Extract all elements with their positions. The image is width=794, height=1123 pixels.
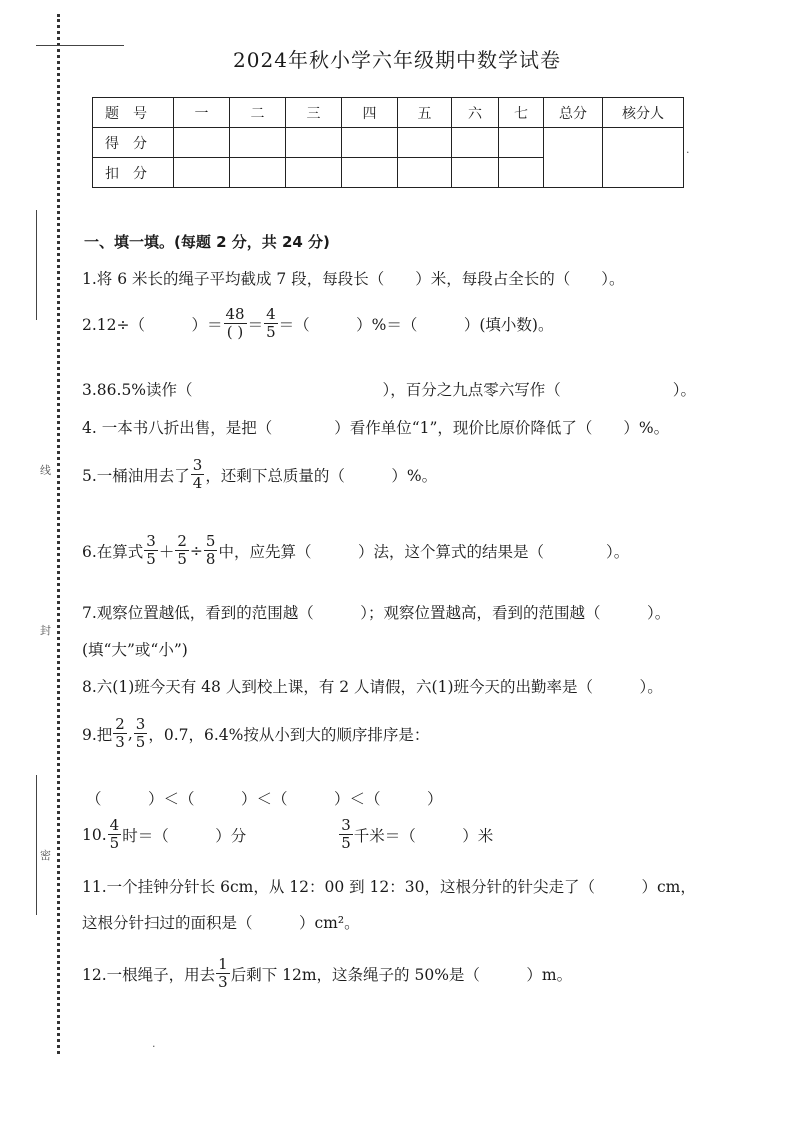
binding-line-2 (36, 775, 37, 915)
binding-line-1 (36, 210, 37, 320)
question-12 (82, 957, 572, 990)
plus-sign: ＋ (158, 542, 175, 561)
question-3-text-a: 3.86.5%读作（ (82, 381, 193, 399)
question-1 (82, 267, 624, 289)
fraction-denominator: 5 (266, 323, 276, 341)
question-9 (82, 717, 429, 750)
fraction (204, 534, 218, 567)
row-label-score: 得分 (93, 128, 174, 158)
score-table (92, 97, 684, 188)
score-cell[interactable] (286, 128, 342, 158)
fraction (175, 534, 189, 567)
header-cell-checker: 核分人 (603, 98, 684, 128)
header-cell-6: 六 (452, 98, 499, 128)
question-12-text-a: 12.一根绳子，用去 (82, 965, 216, 984)
question-10 (82, 818, 493, 851)
deduct-cell[interactable] (174, 158, 230, 188)
question-4 (82, 416, 669, 438)
question-11-text-line-1: 11.一个挂钟分针长 6cm，从 12：00 到 12：30，这根分针的针尖走了（ ）cm， (82, 878, 696, 896)
header-cell-4: 四 (342, 98, 398, 128)
question-4-text: 4. 一本书八折出售，是把（ ）看作单位“1”，现价比原价降低了（ ）%。 (82, 419, 670, 437)
deduct-cell[interactable] (499, 158, 544, 188)
scan-speck: · (686, 146, 690, 159)
question-6-text-a: 6.在算式 (82, 542, 144, 561)
header-cell-total: 总分 (544, 98, 603, 128)
question-7-text-line-2: (填“大”或“小”) (82, 641, 188, 659)
fraction-denominator: 5 (341, 834, 351, 852)
fraction-denominator: 5 (135, 733, 146, 751)
header-cell-question-no: 题号 (93, 98, 174, 128)
fraction-numerator: 4 (109, 816, 120, 834)
fraction (144, 534, 158, 567)
fraction-numerator: 2 (177, 532, 187, 550)
score-table-row-score (93, 128, 684, 158)
fraction-denominator: 3 (115, 733, 125, 751)
header-cell-3: 三 (286, 98, 342, 128)
header-cell-5: 五 (398, 98, 452, 128)
question-2 (82, 307, 553, 340)
question-12-text-b: 后剩下 12m，这条绳子的 50%是（ ）m。 (230, 965, 573, 984)
question-5-text-b: ，还剩下总质量的（ ）%。 (205, 466, 438, 485)
question-7-line-2 (82, 638, 188, 660)
margin-mark-seal: 封 (40, 624, 51, 637)
question-9-answer-blanks: （ ）＜（ ）＜（ ）＜（ ） (86, 790, 443, 808)
page-title: 2024年秋小学六年级期中数学试卷 (233, 48, 561, 72)
binding-dotted-line (57, 14, 60, 1054)
fraction (113, 717, 127, 750)
fraction-numerator: 3 (192, 456, 203, 474)
total-score-cell[interactable] (544, 128, 603, 188)
equals-sign: ＝ (247, 315, 264, 334)
section-1-title: 一、填一填。(每题 2 分，共 24 分) (84, 233, 330, 251)
fraction-denominator: 8 (205, 550, 216, 568)
scan-speck: · (152, 1040, 156, 1053)
question-7-line-1 (82, 601, 670, 623)
question-11-line-1 (82, 875, 696, 897)
fraction-numerator: 2 (115, 715, 125, 733)
margin-mark-secret: 密 (40, 849, 51, 862)
fraction-denominator: ( ) (226, 323, 244, 341)
question-5-text-a: 5.一桶油用去了 (82, 466, 190, 485)
fraction-numerator: 1 (218, 955, 228, 973)
score-cell[interactable] (342, 128, 398, 158)
fraction (224, 307, 247, 340)
question-8-text: 8.六(1)班今天有 48 人到校上课，有 2 人请假，六(1)班今天的出勤率是（ ）。 (82, 678, 663, 696)
deduct-cell[interactable] (286, 158, 342, 188)
question-7-text-line-1: 7.观察位置越低，看到的范围越（ ）；观察位置越高，看到的范围越（ ）。 (82, 604, 671, 622)
question-8 (82, 675, 663, 697)
question-6-text-b: 中，应先算（ ）法，这个算式的结果是（ ）。 (218, 542, 630, 561)
fraction-numerator: 5 (205, 532, 216, 550)
margin-mark-line: 线 (40, 464, 51, 477)
question-10-text-a: 10. (82, 825, 107, 844)
question-11-text-line-2: 这根分针扫过的面积是（ ）cm²。 (82, 914, 360, 932)
question-9-text-b: ，0.7，6.4%按从小到大的顺序排序是： (148, 725, 430, 744)
question-3 (82, 378, 696, 400)
deduct-cell[interactable] (452, 158, 499, 188)
score-cell[interactable] (499, 128, 544, 158)
fraction (216, 957, 230, 990)
fraction-numerator: 48 (225, 305, 245, 323)
question-10-text-b: 时＝（ ）分 (122, 826, 247, 845)
checker-cell[interactable] (603, 128, 684, 188)
score-table-header-row (93, 98, 684, 128)
score-cell[interactable] (398, 128, 452, 158)
header-cell-7: 七 (499, 98, 544, 128)
deduct-cell[interactable] (342, 158, 398, 188)
question-10-text-c: 千米＝（ ）米 (353, 826, 494, 845)
fraction-denominator: 5 (177, 550, 187, 568)
question-2-text-a: 2.12÷（ ）＝ (82, 315, 223, 334)
fraction-numerator: 3 (135, 715, 146, 733)
fraction-denominator: 4 (192, 474, 203, 492)
question-9-text-a: 9.把 (82, 725, 113, 744)
question-1-text: 1.将 6 米长的绳子平均截成 7 段，每段长（ ）米，每段占全长的（ ）。 (82, 270, 625, 288)
score-cell[interactable] (452, 128, 499, 158)
row-label-deduct: 扣分 (93, 158, 174, 188)
header-cell-1: 一 (174, 98, 230, 128)
header-cell-2: 二 (230, 98, 286, 128)
fraction (339, 818, 353, 851)
question-2-text-b: ＝（ ）%＝（ ）(填小数)。 (278, 315, 554, 334)
score-cell[interactable] (230, 128, 286, 158)
question-5 (82, 458, 437, 491)
fraction-denominator: 3 (218, 973, 228, 991)
fraction (108, 818, 122, 851)
fraction-numerator: 3 (146, 532, 156, 550)
fraction-denominator: 5 (146, 550, 156, 568)
question-11-line-2 (82, 911, 360, 933)
comma: , (127, 724, 133, 743)
fraction-numerator: 3 (341, 816, 351, 834)
fraction (134, 717, 148, 750)
question-3-text-b: ），百分之九点零六写作（ (382, 381, 561, 399)
fraction-denominator: 5 (109, 834, 120, 852)
deduct-cell[interactable] (230, 158, 286, 188)
fraction (191, 458, 205, 491)
score-cell[interactable] (174, 128, 230, 158)
divide-sign: ÷ (189, 541, 203, 560)
deduct-cell[interactable] (398, 158, 452, 188)
fraction-numerator: 4 (266, 305, 276, 323)
question-3-text-c: ）。 (672, 381, 697, 399)
question-9-answer-line (86, 787, 443, 809)
question-6 (82, 534, 629, 567)
fraction (264, 307, 278, 340)
